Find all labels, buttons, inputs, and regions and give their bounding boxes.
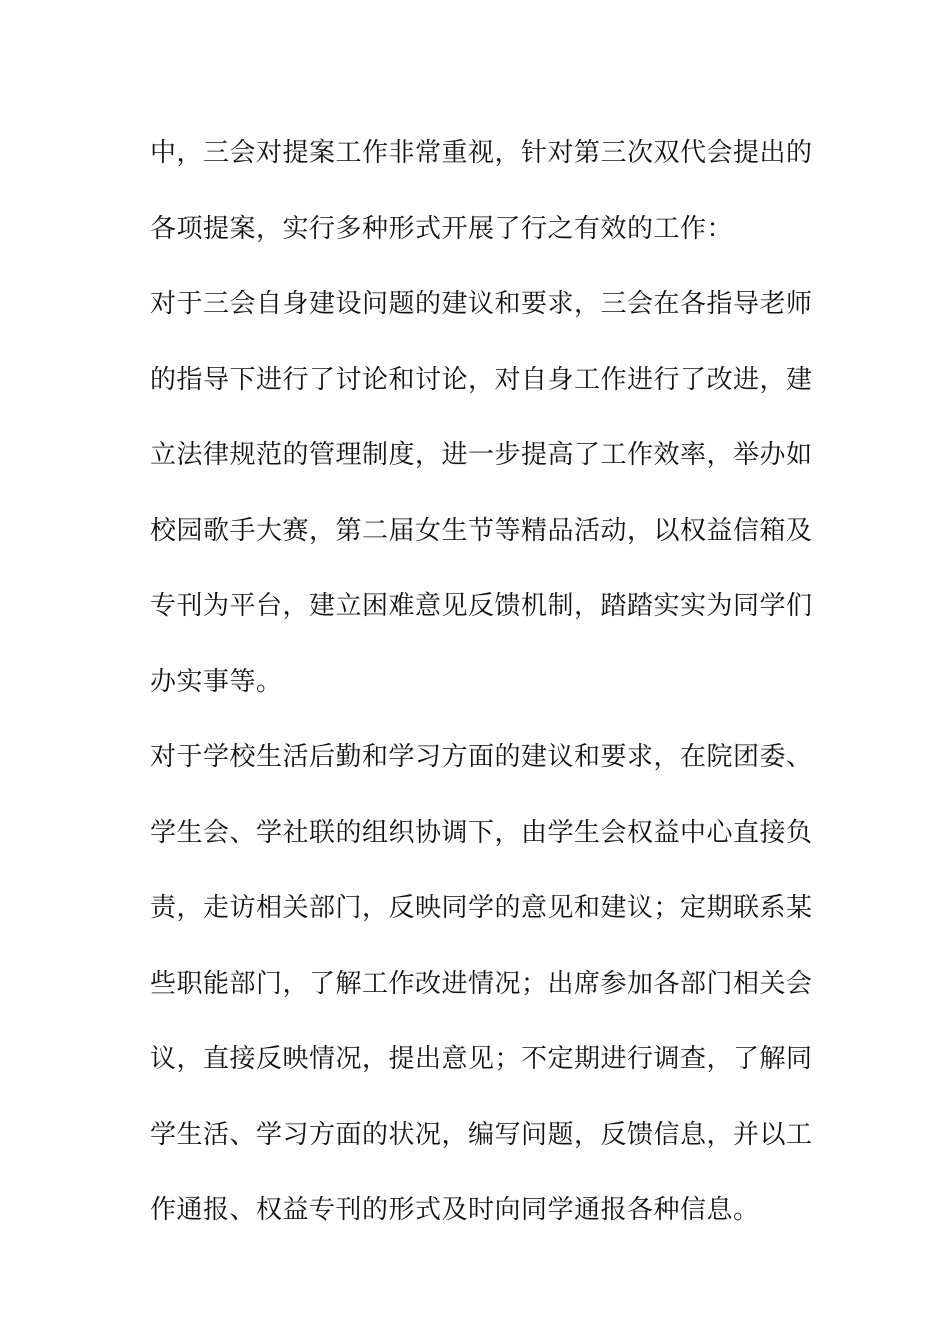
text-line: 对于学校生活后勤和学习方面的建议和要求，在院团委、 (150, 742, 813, 772)
text-line: 中，三会对提案工作非常重视，针对第三次双代会提出的 (150, 138, 813, 168)
text-line: 些职能部门，了解工作改进情况；出席参加各部门相关会 (150, 968, 813, 999)
text-line: 办实事等。 (150, 666, 283, 697)
text-line: 的指导下进行了讨论和讨论，对自身工作进行了改进，建 (150, 364, 813, 395)
text-line: 作通报、权益专刊的形式及时向同学通报各种信息。 (150, 1195, 760, 1225)
text-line: 责，走访相关部门，反映同学的意见和建议；定期联系某 (150, 893, 813, 923)
text-line: 立法律规范的管理制度，进一步提高了工作效率，举办如 (150, 440, 813, 470)
text-line: 学生会、学社联的组织协调下，由学生会权益中心直接负 (150, 817, 813, 848)
text-line: 议，直接反映情况，提出意见；不定期进行调查，了解同 (150, 1044, 813, 1074)
text-line: 各项提案，实行多种形式开展了行之有效的工作： (150, 213, 734, 244)
text-line: 学生活、学习方面的状况，编写问题，反馈信息，并以工 (150, 1119, 813, 1150)
text-line: 专刊为平台，建立困难意见反馈机制，踏踏实实为同学们 (150, 591, 813, 621)
body-text (150, 125, 813, 1258)
text-line: 校园歌手大赛，第二届女生节等精品活动，以权益信箱及 (150, 515, 813, 546)
text-line: 对于三会自身建设问题的建议和要求，三会在各指导老师 (150, 289, 813, 319)
